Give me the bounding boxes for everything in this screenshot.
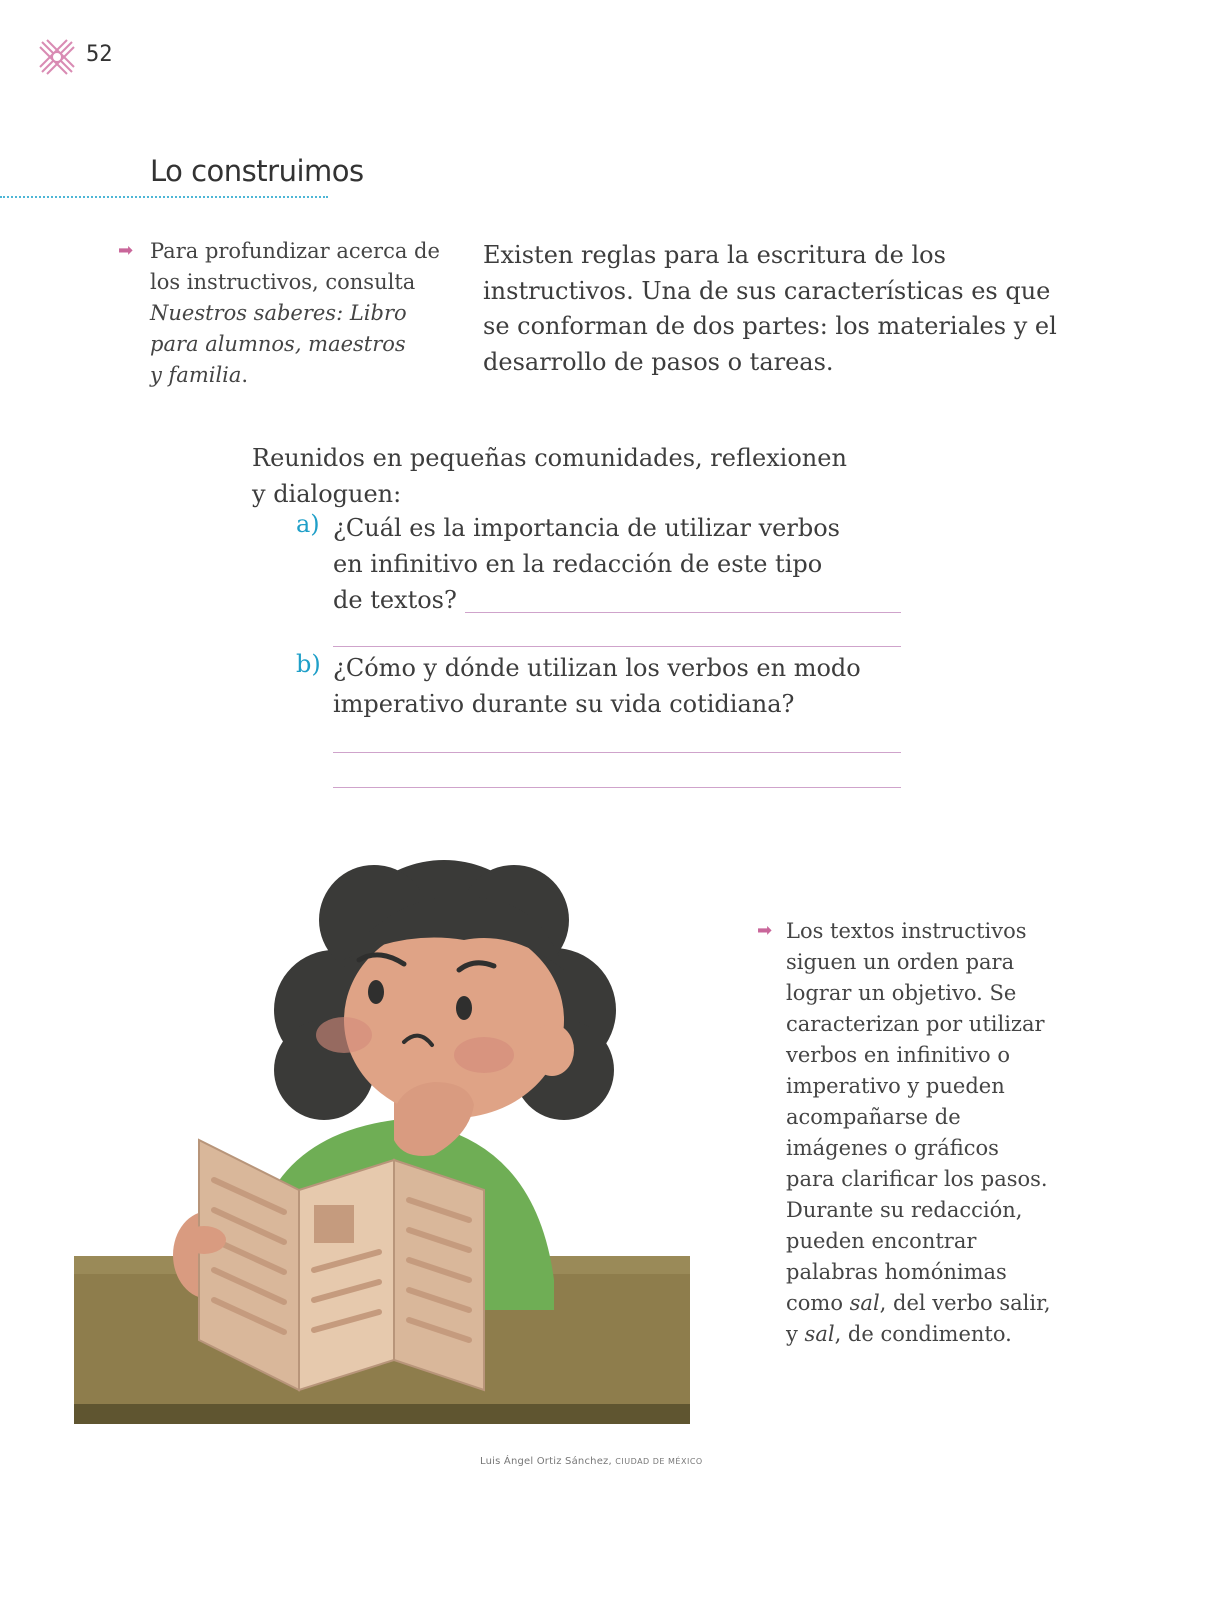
question-line: de textos? bbox=[333, 586, 457, 614]
side-note-line: acompañarse de bbox=[786, 1105, 961, 1129]
side-note-fragment: , de condimento. bbox=[834, 1322, 1012, 1346]
side-note-line: los instructivos, consulta bbox=[150, 270, 416, 294]
question-line: ¿Cómo y dónde utilizan los verbos en modo bbox=[333, 654, 861, 682]
side-note-line: pueden encontrar bbox=[786, 1229, 977, 1253]
question-letter: a) bbox=[296, 510, 320, 538]
side-note-line: caracterizan por utilizar bbox=[786, 1012, 1045, 1036]
section-title: Lo construimos bbox=[150, 154, 364, 188]
homonym-word: sal bbox=[849, 1291, 880, 1315]
question-line: imperativo durante su vida cotidiana? bbox=[333, 690, 795, 718]
side-note-line: Para profundizar acerca de bbox=[150, 239, 440, 263]
answer-line[interactable] bbox=[333, 752, 901, 753]
side-note-end: . bbox=[241, 363, 249, 387]
question-line: en infinitivo en la redacción de este tipo bbox=[333, 550, 823, 578]
prompt-line: y dialoguen: bbox=[252, 480, 402, 508]
page-ornament-icon bbox=[38, 38, 76, 76]
page-number: 52 bbox=[86, 42, 113, 67]
side-note-instructional-texts bbox=[786, 916, 1086, 1350]
side-note-fragment: , del verbo salir, bbox=[879, 1291, 1051, 1315]
main-paragraph: Existen reglas para la escritura de los instructivos. Una de sus características es que se conforman de dos partes: los materiales y el desarrollo de pasos o tareas. bbox=[483, 241, 1057, 376]
side-note-line: imperativo y pueden bbox=[786, 1074, 1005, 1098]
side-note-line: imágenes o gráficos bbox=[786, 1136, 999, 1160]
book-title: Nuestros saberes: Libro bbox=[150, 301, 407, 325]
side-note-line: lograr un objetivo. Se bbox=[786, 981, 1017, 1005]
arrow-icon: ➡ bbox=[118, 240, 134, 261]
book-title: y familia bbox=[150, 363, 242, 387]
book-title: para alumnos, maestros bbox=[150, 332, 406, 356]
question-text bbox=[333, 510, 913, 618]
illustration-credit bbox=[480, 1456, 703, 1467]
side-note-reference bbox=[150, 236, 450, 391]
answer-line[interactable] bbox=[333, 787, 901, 788]
side-note-line: palabras homónimas bbox=[786, 1260, 1007, 1284]
side-note-line: para clarificar los pasos. bbox=[786, 1167, 1048, 1191]
answer-line[interactable] bbox=[333, 646, 901, 647]
side-note-line: verbos en infinitivo o bbox=[786, 1043, 1010, 1067]
girl-reading-instructions-illustration bbox=[74, 860, 690, 1440]
side-note-line: Durante su redacción, bbox=[786, 1198, 1023, 1222]
side-note-fragment: como bbox=[786, 1291, 850, 1315]
side-note-line: Los textos instructivos bbox=[786, 919, 1027, 943]
question-letter: b) bbox=[296, 650, 321, 678]
arrow-icon: ➡ bbox=[757, 920, 773, 941]
prompt-line: Reunidos en pequeñas comunidades, reflexionen bbox=[252, 444, 847, 472]
question-text bbox=[333, 650, 913, 722]
credit-place: CIUDAD DE MÉXICO bbox=[615, 1457, 703, 1466]
answer-line[interactable] bbox=[465, 612, 901, 613]
section-divider bbox=[0, 196, 328, 198]
activity-prompt bbox=[252, 440, 892, 512]
credit-name: Luis Ángel Ortiz Sánchez, bbox=[480, 1456, 616, 1467]
side-note-fragment: y bbox=[786, 1322, 805, 1346]
question-line: ¿Cuál es la importancia de utilizar verbos bbox=[333, 514, 840, 542]
homonym-word: sal bbox=[804, 1322, 835, 1346]
side-note-line: siguen un orden para bbox=[786, 950, 1015, 974]
